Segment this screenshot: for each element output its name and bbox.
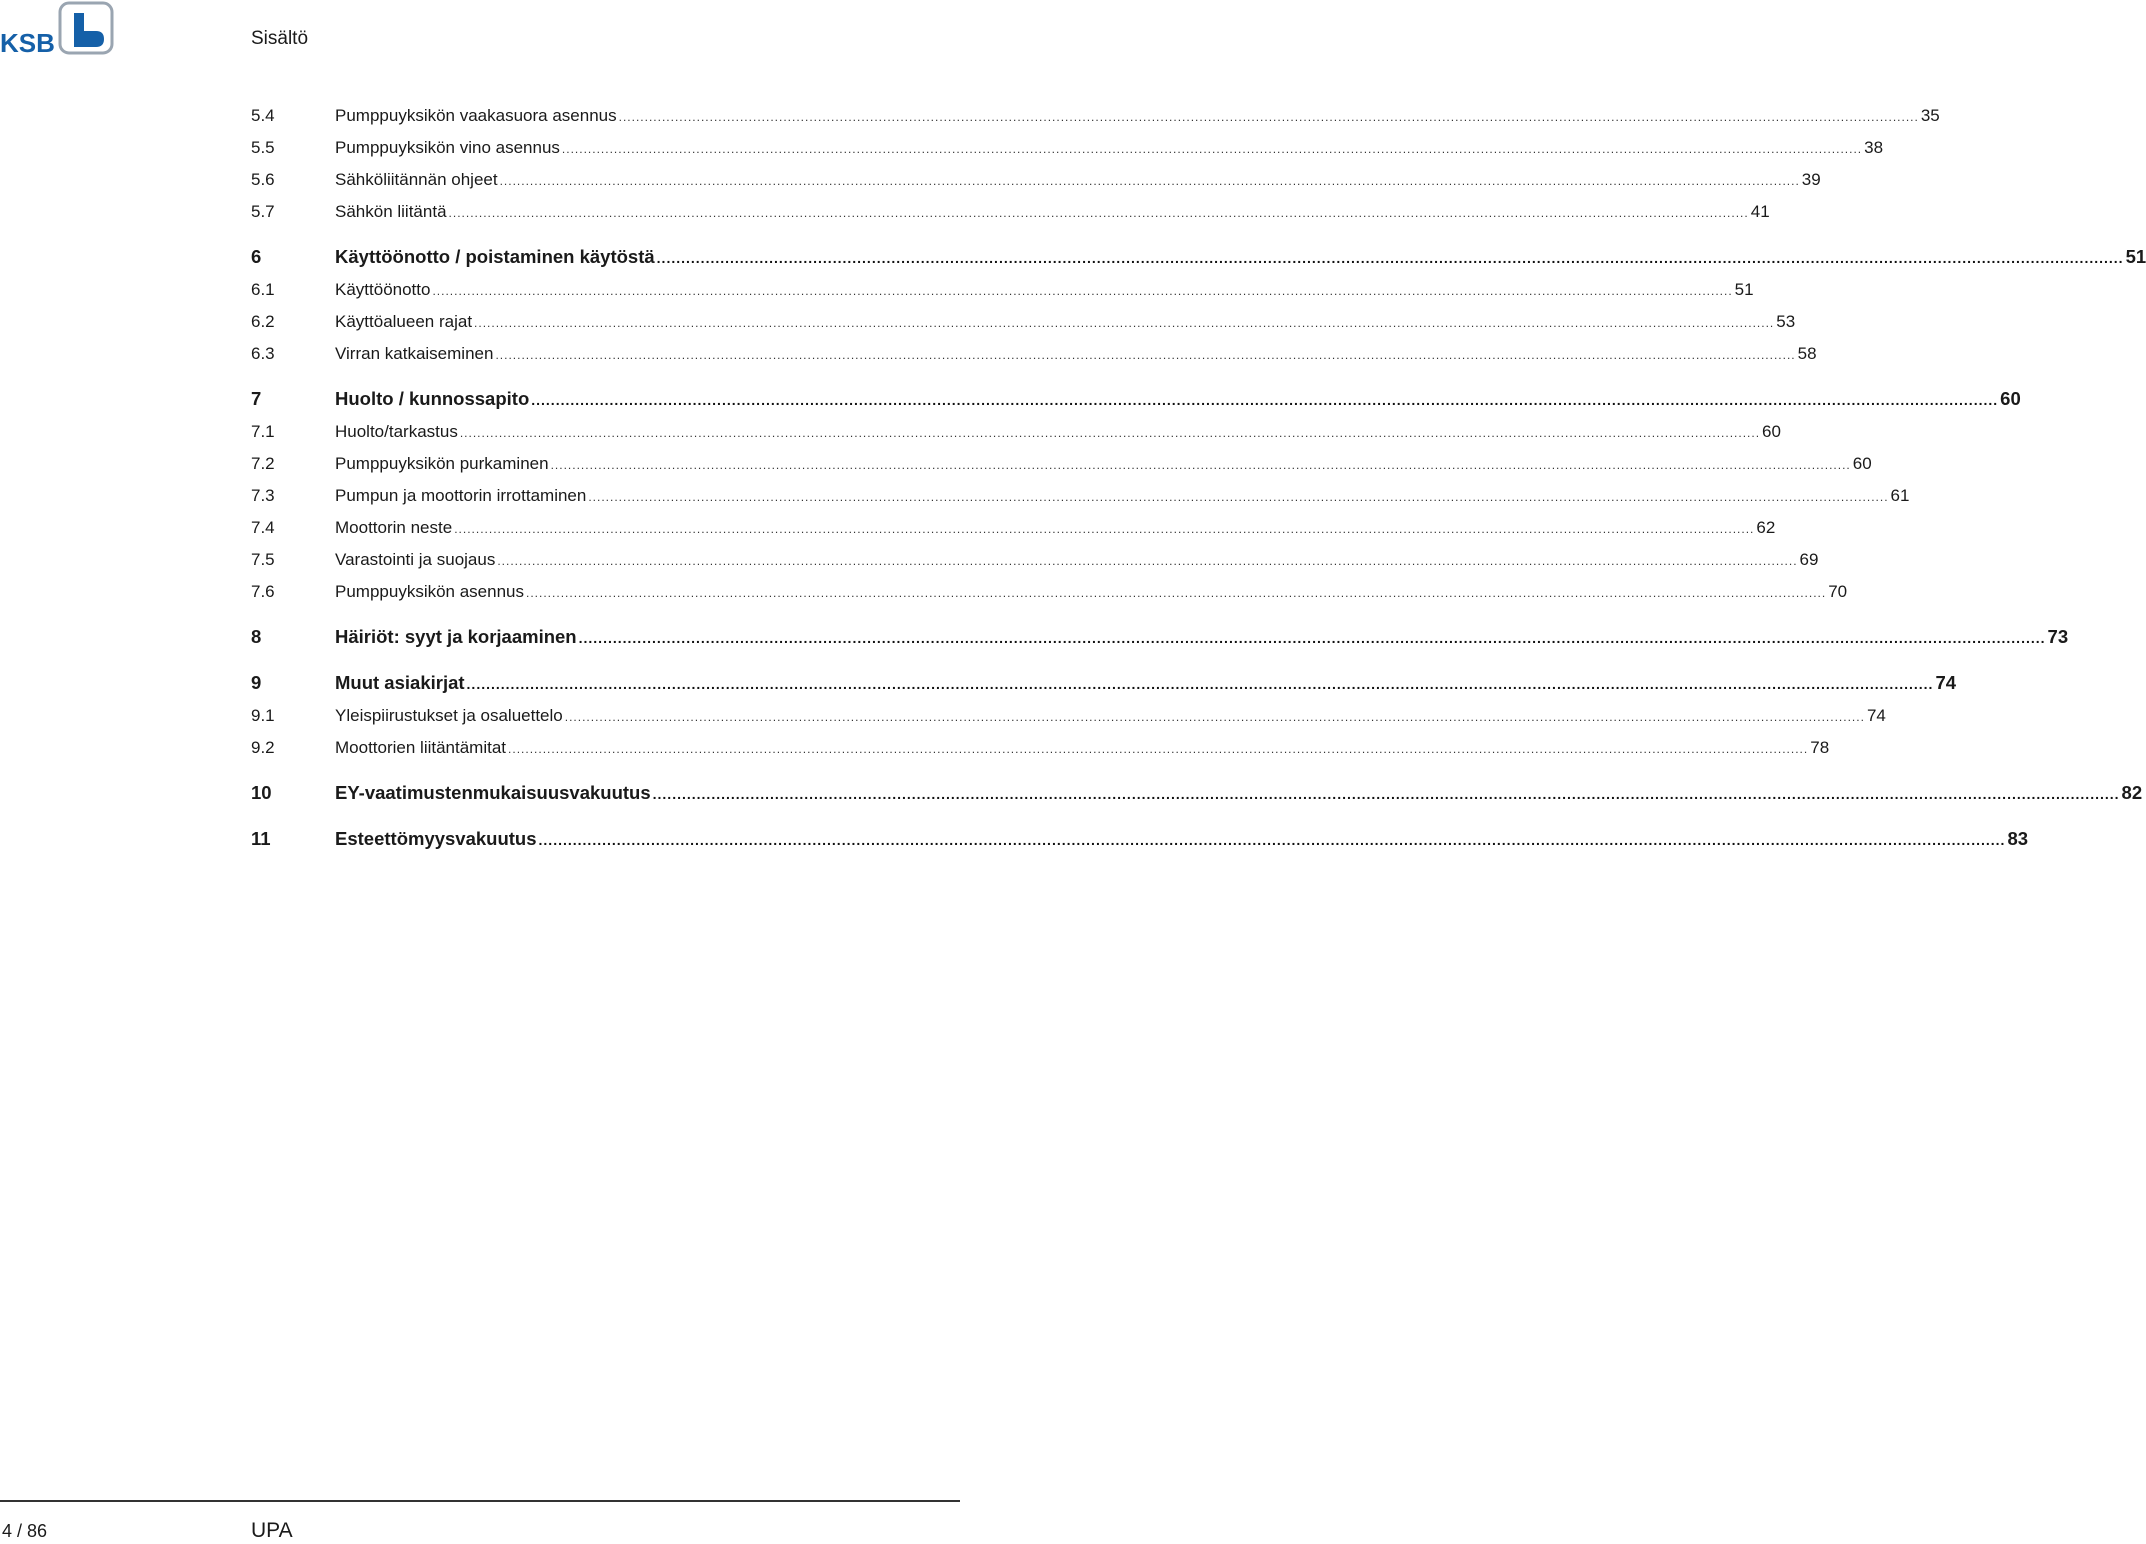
toc-entry-page: 78 [1810, 738, 1830, 757]
toc-entry-title: Yleispiirustukset ja osaluettelo [335, 700, 565, 732]
toc-dot-leader: ............................................................................................................................................................................................................................................................................................................ [497, 554, 1798, 568]
toc-dot-leader: ............................................................................................................................................................................................................................................................................................................ [561, 142, 1863, 156]
toc-section-entry[interactable] [251, 338, 1817, 370]
toc-entry-page: 39 [1801, 170, 1821, 189]
toc-entry-number: 6.2 [251, 312, 275, 331]
footer-divider [0, 1500, 960, 1502]
toc-chapter-entry[interactable] [251, 666, 1957, 700]
product-name: UPA [251, 1519, 293, 1542]
toc-entry-number: 7.6 [251, 582, 275, 601]
toc-entry-number: 7.3 [251, 486, 275, 505]
toc-entry-number: 6.1 [251, 280, 275, 299]
toc-entry-title: Pumppuyksikön vaakasuora asennus [335, 100, 619, 132]
toc-dot-leader: ............................................................................................................................................................................................................................................................................................................ [656, 250, 2124, 266]
toc-entry-number: 10 [251, 782, 272, 803]
toc-dot-leader: ............................................................................................................................................................................................................................................................................................................ [508, 742, 1809, 756]
toc-entry-title: Huolto / kunnossapito [335, 382, 531, 416]
toc-entry-page: 60 [2000, 388, 2021, 409]
toc-dot-leader: ............................................................................................................................................................................................................................................................................................................ [526, 586, 1827, 600]
toc-dot-leader: ............................................................................................................................................................................................................................................................................................................ [652, 786, 2120, 802]
toc-section-entry[interactable] [251, 416, 1781, 448]
toc-dot-leader: ............................................................................................................................................................................................................................................................................................................ [618, 110, 1919, 124]
toc-entry-number: 7.5 [251, 550, 275, 569]
toc-entry-number: 5.5 [251, 138, 275, 157]
toc-dot-leader: ............................................................................................................................................................................................................................................................................................................ [448, 206, 1749, 220]
toc-entry-title: Sähkön liitäntä [335, 196, 449, 228]
toc-entry-page: 53 [1776, 312, 1796, 331]
toc-entry-page: 51 [2125, 246, 2146, 267]
toc-dot-leader: ............................................................................................................................................................................................................................................................................................................ [531, 392, 1999, 408]
toc-entry-page: 61 [1890, 486, 1910, 505]
toc-chapter-entry[interactable] [251, 240, 2146, 274]
toc-entry-number: 5.7 [251, 202, 275, 221]
toc-entry-number: 7.2 [251, 454, 275, 473]
toc-section-entry[interactable] [251, 306, 1796, 338]
toc-chapter-entry[interactable] [251, 382, 2021, 416]
toc-entry-page: 83 [2007, 828, 2029, 849]
toc-entry-title: Moottorien liitäntämitat [335, 732, 508, 764]
toc-section-entry[interactable] [251, 700, 1886, 732]
toc-section-entry[interactable] [251, 480, 1910, 512]
toc-dot-leader: ............................................................................................................................................................................................................................................................................................................ [578, 630, 2046, 646]
toc-chapter-entry[interactable] [251, 776, 2143, 810]
toc-entry-page: 35 [1920, 106, 1940, 125]
toc-entry-number: 5.6 [251, 170, 275, 189]
toc-dot-leader: ............................................................................................................................................................................................................................................................................................................ [432, 284, 1733, 298]
toc-entry-title: Käyttöönotto / poistaminen käytöstä [335, 240, 657, 274]
toc-dot-leader: ............................................................................................................................................................................................................................................................................................................ [459, 426, 1761, 440]
toc-entry-page: 74 [1935, 672, 1957, 693]
toc-section-entry[interactable] [251, 164, 1821, 196]
toc-entry-title: EY-vaatimustenmukaisuusvakuutus [335, 776, 653, 810]
toc-entry-number: 9.2 [251, 738, 275, 757]
toc-section-entry[interactable] [251, 512, 1776, 544]
toc-chapter-entry[interactable] [251, 620, 2069, 654]
toc-entry-page: 60 [1762, 422, 1781, 441]
toc-entry-title: Pumppuyksikön vino asennus [335, 132, 562, 164]
toc-entry-page: 41 [1750, 202, 1770, 221]
toc-entry-number: 8 [251, 626, 262, 647]
page-number: 4 / 86 [2, 1521, 48, 1541]
ksb-logo [0, 2, 114, 56]
toc-entry-number: 9.1 [251, 706, 275, 725]
toc-entry-page: 38 [1864, 138, 1884, 157]
toc-entry-page: 62 [1756, 518, 1776, 537]
section-title: Sisältö [251, 28, 309, 49]
toc-entry-page: 82 [2121, 782, 2143, 803]
toc-entry-title: Käyttöalueen rajat [335, 306, 474, 338]
toc-entry-title: Käyttöönotto [335, 274, 432, 306]
toc-entry-number: 7 [251, 388, 262, 409]
toc-entry-title: Pumppuyksikön asennus [335, 576, 526, 608]
toc-dot-leader: ............................................................................................................................................................................................................................................................................................................ [550, 458, 1851, 472]
toc-section-entry[interactable] [251, 132, 1884, 164]
toc-entry-page: 73 [2047, 626, 2069, 647]
toc-section-entry[interactable] [251, 544, 1819, 576]
toc-dot-leader: ............................................................................................................................................................................................................................................................................................................ [538, 832, 2006, 848]
toc-section-entry[interactable] [251, 732, 1830, 764]
toc-section-entry[interactable] [251, 274, 1754, 306]
toc-entry-title: Varastointi ja suojaus [335, 544, 497, 576]
toc-entry-number: 11 [251, 828, 271, 849]
toc-dot-leader: ............................................................................................................................................................................................................................................................................................................ [499, 174, 1800, 188]
toc-dot-leader: ............................................................................................................................................................................................................................................................................................................ [588, 490, 1889, 504]
toc-entry-title: Muut asiakirjat [335, 666, 467, 700]
toc-entry-page: 58 [1797, 344, 1817, 363]
toc-entry-number: 5.4 [251, 106, 275, 125]
toc-entry-number: 7.4 [251, 518, 275, 537]
toc-entry-title: Huolto/tarkastus [335, 416, 460, 448]
toc-dot-leader: ............................................................................................................................................................................................................................................................................................................ [495, 348, 1796, 362]
toc-dot-leader: ............................................................................................................................................................................................................................................................................................................ [474, 316, 1775, 330]
toc-entry-title: Moottorin neste [335, 512, 454, 544]
toc-entry-number: 7.1 [251, 422, 275, 441]
toc-entry-title: Esteettömyysvakuutus [335, 822, 539, 856]
toc-entry-title: Pumpun ja moottorin irrottaminen [335, 480, 588, 512]
toc-entry-page: 69 [1799, 550, 1819, 569]
toc-dot-leader: ............................................................................................................................................................................................................................................................................................................ [466, 676, 1934, 692]
toc-entry-title: Sähköliitännän ohjeet [335, 164, 500, 196]
toc-section-entry[interactable] [251, 448, 1872, 480]
toc-section-entry[interactable] [251, 196, 1770, 228]
toc-entry-title: Virran katkaiseminen [335, 338, 495, 370]
toc-entry-page: 51 [1734, 280, 1754, 299]
toc-section-entry[interactable] [251, 100, 1940, 132]
toc-entry-page: 70 [1828, 582, 1848, 601]
toc-entry-page: 74 [1866, 706, 1886, 725]
table-of-contents [251, 100, 2146, 856]
toc-chapter-entry[interactable] [251, 822, 2029, 856]
toc-dot-leader: ............................................................................................................................................................................................................................................................................................................ [564, 710, 1865, 724]
toc-entry-number: 6 [251, 246, 262, 267]
toc-entry-number: 9 [251, 672, 262, 693]
toc-entry-number: 6.3 [251, 344, 275, 363]
toc-entry-page: 60 [1852, 454, 1872, 473]
toc-section-entry[interactable] [251, 576, 1848, 608]
toc-entry-title: Pumppuyksikön purkaminen [335, 448, 551, 480]
ksb-logo-text: KSB [0, 28, 55, 58]
toc-entry-title: Häiriöt: syyt ja korjaaminen [335, 620, 579, 654]
toc-dot-leader: ............................................................................................................................................................................................................................................................................................................ [454, 522, 1755, 536]
